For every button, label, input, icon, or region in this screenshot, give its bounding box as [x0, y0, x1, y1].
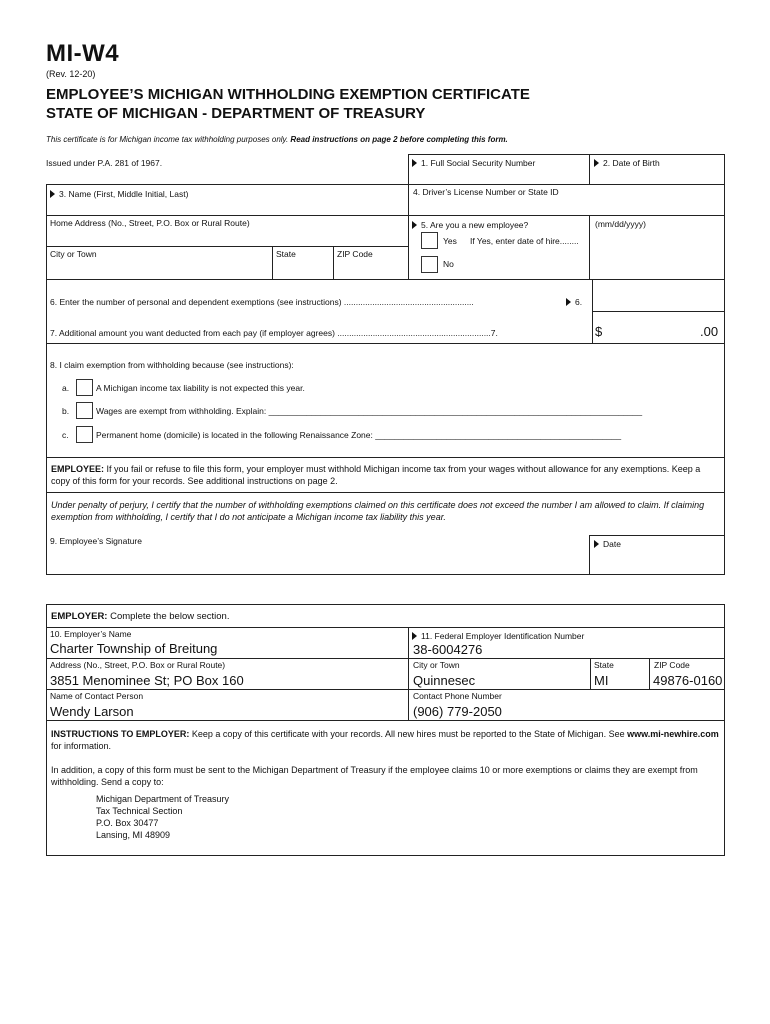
mail-line-4: Lansing, MI 48909: [96, 830, 171, 840]
employee-name-label: 3. Name (First, Middle Initial, Last): [59, 189, 189, 199]
fein-label: 11. Federal Employer Identification Number: [421, 631, 585, 641]
option-a-letter: a.: [62, 383, 70, 393]
revision-date: (Rev. 12-20): [46, 69, 96, 79]
drivers-license-label: 4. Driver’s License Number or State ID: [413, 187, 559, 197]
hire-date-label: If Yes, enter date of hire........: [470, 236, 579, 246]
notice-plain: This certificate is for Michigan income tax withholding purposes only.: [46, 135, 289, 144]
form-subtitle: STATE OF MICHIGAN - DEPARTMENT OF TREASURY: [46, 105, 426, 122]
mail-line-1: Michigan Department of Treasury: [96, 794, 230, 804]
fein-label-wrap: [412, 631, 584, 641]
line6-ref: 6.: [566, 297, 582, 307]
home-address-label: Home Address (No., Street, P.O. Box or Rural Route): [50, 218, 250, 228]
perjury-statement: Under penalty of perjury, I certify that the number of withholding exemptions claimed on this certificate does not exceed the number I am allowed to claim. If claiming exemption from withholding, I certify that I do not anticipate a Michigan income tax liability this year.: [51, 500, 705, 522]
dob-field[interactable]: [594, 158, 660, 168]
issued-under-text: Issued under P.A. 281 of 1967.: [46, 158, 163, 168]
signature-label: 9. Employee’s Signature: [50, 536, 142, 546]
employer-section-header: [51, 611, 229, 622]
hire-date-format: (mm/dd/yyyy): [595, 219, 646, 229]
state-field[interactable]: [276, 249, 296, 259]
option-a-text: A Michigan income tax liability is not expected this year.: [96, 383, 305, 393]
exempt-a-checkbox[interactable]: [76, 379, 93, 396]
zip-label: ZIP Code: [337, 249, 373, 259]
additional-amount-input[interactable]: [596, 312, 700, 342]
arrow-right-icon: [594, 159, 599, 167]
new-employee-yes-checkbox[interactable]: [421, 232, 438, 249]
employer-header-text: Complete the below section.: [110, 611, 230, 622]
employee-warning-text: If you fail or refuse to file this form, your employer must withhold Michigan income tax from your wages without allowance for any exemptions. Keep a copy of this form for your records. See additional instructions on page 2.: [51, 464, 701, 486]
form-code: MI-W4: [46, 40, 120, 67]
employer-address-label: Address (No., Street, P.O. Box or Rural Route): [50, 660, 226, 670]
option-c-letter: c.: [62, 430, 69, 440]
signature-field[interactable]: [47, 548, 588, 573]
employer-zip-label: ZIP Code: [654, 660, 690, 670]
notice-bold: Read instructions on page 2 before completing this form.: [290, 135, 508, 144]
new-employee-no-checkbox[interactable]: [421, 256, 438, 273]
employee-name-field[interactable]: [50, 189, 188, 199]
drivers-license-field[interactable]: [413, 187, 559, 197]
arrow-right-icon: [412, 632, 417, 640]
employee-warning: [51, 463, 719, 487]
city-field[interactable]: [50, 249, 97, 259]
dollar-sign: $: [595, 324, 603, 339]
newhire-website-link[interactable]: www.mi-newhire.com: [627, 729, 719, 739]
mailing-address: [96, 793, 229, 841]
form-notice: [46, 135, 508, 144]
employer-state-label: State: [594, 660, 614, 670]
exemptions-input[interactable]: [593, 280, 724, 311]
employer-city-value[interactable]: Quinnesec: [413, 673, 476, 688]
option-b-letter: b.: [62, 406, 70, 416]
employer-name-value[interactable]: Charter Township of Breitung: [50, 641, 218, 656]
website-suffix: for information.: [51, 741, 112, 751]
state-label: State: [276, 249, 296, 259]
home-address-field[interactable]: [50, 218, 250, 228]
option-b-text: Wages are exempt from withholding. Explain: _______________________________________________________________________________: [96, 406, 643, 416]
exempt-b-checkbox[interactable]: [76, 402, 93, 419]
arrow-right-icon: [566, 298, 571, 306]
line7-label: 7. Additional amount you want deducted from each pay (if employer agrees) .................................................................7.: [50, 328, 498, 338]
mail-line-2: Tax Technical Section: [96, 806, 183, 816]
employer-zip-value[interactable]: 49876-0160: [653, 673, 723, 688]
contact-person-label: Name of Contact Person: [50, 691, 144, 701]
no-label: No: [443, 259, 454, 269]
yes-label: Yes: [443, 236, 457, 246]
exempt-c-checkbox[interactable]: [76, 426, 93, 443]
new-employee-question: [412, 220, 528, 230]
signature-date-field[interactable]: [594, 539, 621, 549]
employee-warning-bold: EMPLOYEE:: [51, 464, 105, 474]
employer-name-label: 10. Employer’s Name: [50, 629, 132, 639]
arrow-right-icon: [412, 221, 417, 229]
line6-label: 6. Enter the number of personal and dependent exemptions (see instructions) .......................................................: [50, 297, 474, 307]
fein-value[interactable]: 38-6004276: [413, 642, 483, 657]
employer-instructions-text: Keep a copy of this certificate with your records. All new hires must be reported to the State of Michigan. See: [191, 729, 625, 739]
zip-field[interactable]: [337, 249, 373, 259]
employer-state-value[interactable]: MI: [594, 673, 609, 688]
form-title: EMPLOYEE’S MICHIGAN WITHHOLDING EXEMPTION CERTIFICATE: [46, 86, 530, 103]
contact-phone-value[interactable]: (906) 779-2050: [413, 704, 502, 719]
arrow-right-icon: [594, 540, 599, 548]
employer-city-label: City or Town: [413, 660, 460, 670]
employer-address-value[interactable]: 3851 Menominee St; PO Box 160: [50, 673, 244, 688]
option-c-text: Permanent home (domicile) is located in the following Renaissance Zone: ____________________________________________________: [96, 430, 622, 440]
employer-instructions-bold: INSTRUCTIONS TO EMPLOYER:: [51, 729, 190, 739]
cents-label: .00: [700, 324, 719, 339]
contact-person-value[interactable]: Wendy Larson: [50, 704, 134, 719]
ssn-field[interactable]: [412, 158, 535, 168]
city-label: City or Town: [50, 249, 97, 259]
employer-addition-text: In addition, a copy of this form must be sent to the Michigan Department of Treasury if the employee claims 10 or more exemptions or claims they are exempt from withholding. Send a copy to:: [51, 765, 698, 787]
ssn-label: 1. Full Social Security Number: [421, 158, 536, 168]
employer-header-bold: EMPLOYER:: [51, 611, 108, 622]
signature-date-label: Date: [603, 539, 621, 549]
mail-line-3: P.O. Box 30477: [96, 818, 159, 828]
dob-label: 2. Date of Birth: [603, 158, 660, 168]
line8-label: 8. I claim exemption from withholding because (see instructions):: [50, 360, 294, 370]
arrow-right-icon: [50, 190, 55, 198]
new-employee-label: 5. Are you a new employee?: [421, 220, 529, 230]
arrow-right-icon: [412, 159, 417, 167]
contact-phone-label: Contact Phone Number: [413, 691, 502, 701]
employer-instructions: [51, 728, 719, 752]
